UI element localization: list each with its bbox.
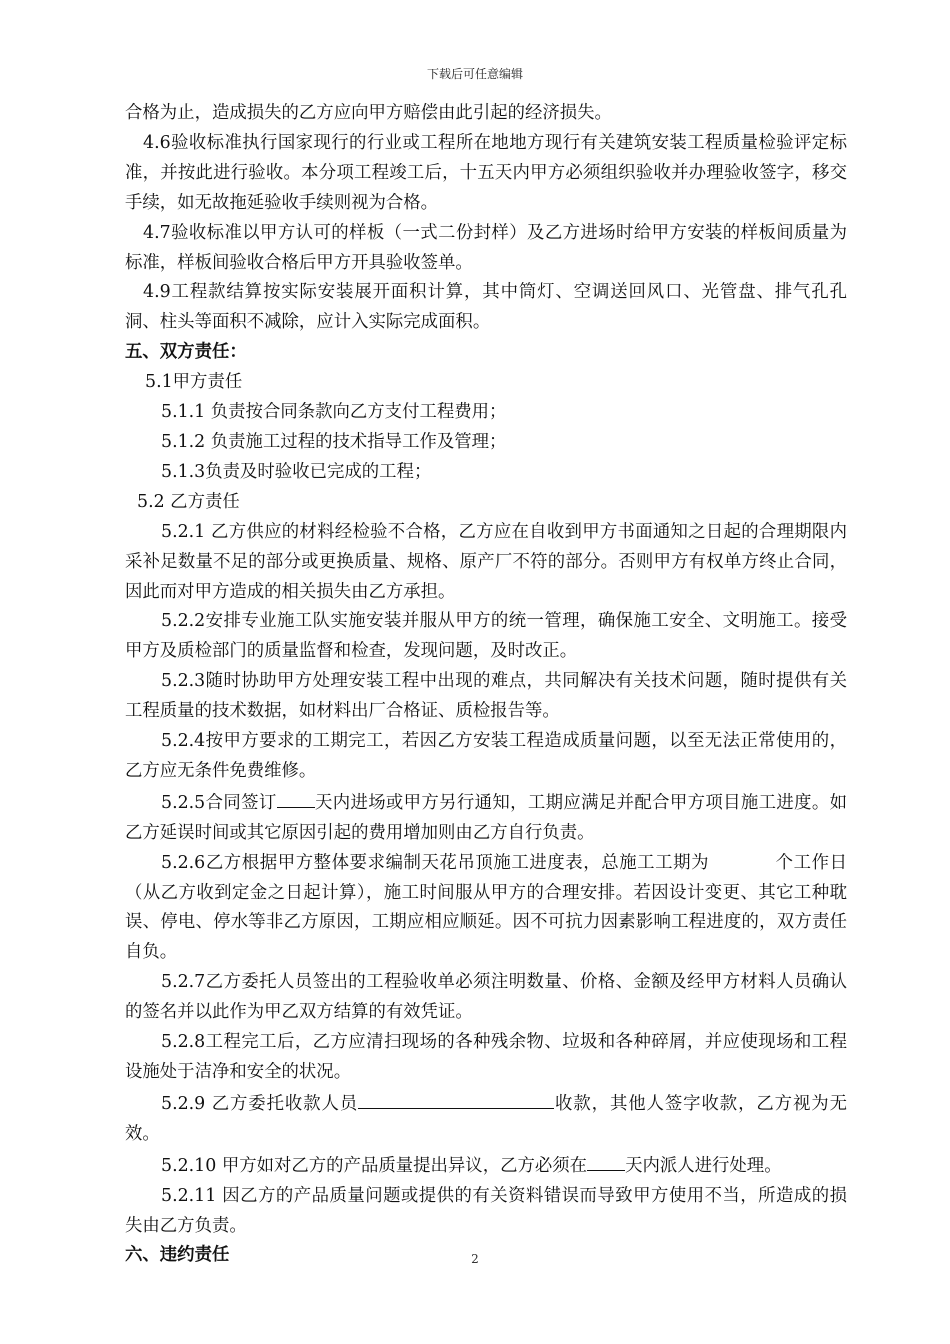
- clause-5-2-2: 5.2.2安排专业施工队实施安装并服从甲方的统一管理，确保施工安全、文明施工。接受甲方及质检部门的质量监督和检查，发现问题，及时改正。: [125, 611, 847, 662]
- clause-5-2-6-part-b: 个工作日（从乙方收到定金之日起计算），施工时间服从甲方的合理安排。若因设计变更、其它工种耽误、停电、停水等非乙方原因，工期应相应顺延。因不可抗力因素影响工程进度的，双方责任自负。: [125, 852, 847, 963]
- clause-4-6: 4.6验收标准执行国家现行的行业或工程所在地地方现行有关建筑安装工程质量检验评定标准，并按此进行验收。本分项工程竣工后，十五天内甲方必须组织验收并办理验收签字，移交手续，如无故拖延验收手续则视为合格。: [125, 132, 847, 213]
- clause-5-2-11: 5.2.11 因乙方的产品质量问题或提供的有关资料错误而导致甲方使用不当，所造成的损失由乙方负责。: [125, 1185, 847, 1236]
- clause-5-2-5-part-b: 天内进场或甲方另行通知，工期应满足并配合甲方项目施工进度。如乙方延误时间或其它原因引起的费用增加则由乙方自行负责。: [125, 792, 847, 843]
- blank-response-days-field: [587, 1150, 625, 1171]
- clause-5-2-3: 5.2.3随时协助甲方处理安装工程中出现的难点，共同解决有关技术问题，随时提供有关工程质量的技术数据，如材料出厂合格证、质检报告等。: [125, 671, 847, 722]
- paragraph-continuation: 合格为止，造成损失的乙方应向甲方赔偿由此引起的经济损失。: [125, 103, 612, 123]
- clause-5-2-6: [125, 849, 847, 969]
- section-heading-6: 六、违约责任: [125, 1245, 230, 1266]
- clause-5-1-2: 5.1.2 负责施工过程的技术指导工作及管理；: [161, 431, 507, 452]
- blank-payee-field: [358, 1088, 554, 1109]
- section-heading-5: 五、双方责任：: [125, 342, 247, 363]
- clause-5-2-10-part-a: 5.2.10 甲方如对乙方的产品质量提出异议，乙方必须在: [161, 1155, 588, 1176]
- clause-4-9: 4.9工程款结算按实际安装展开面积计算，其中筒灯、空调送回风口、光管盘、排气孔孔洞、柱头等面积不减除，应计入实际完成面积。: [125, 282, 847, 333]
- clause-5-2-8: 5.2.8工程完工后，乙方应清扫现场的各种残余物、垃圾和各种碎屑，并应使现场和工程设施处于洁净和安全的状况。: [125, 1032, 847, 1082]
- clause-5-1-1: 5.1.1 负责按合同条款向乙方支付工程费用；: [161, 402, 507, 423]
- page-number: 2: [471, 1252, 479, 1266]
- blank-days-field: [277, 787, 315, 808]
- clause-5-2-5-part-a: 5.2.5合同签订: [161, 792, 277, 813]
- clause-5-2-10-part-b: 天内派人进行处理。: [625, 1155, 782, 1176]
- clause-4-7: 4.7验收标准以甲方认可的样板（一式二份封样）及乙方进场时给甲方安装的样板间质量为标准，样板间验收合格后甲方开具验收签单。: [125, 222, 847, 273]
- clause-5-2-9-part-a: 5.2.9 乙方委托收款人员: [161, 1093, 359, 1114]
- document-body: [125, 99, 847, 1271]
- clause-5-1: 5.1甲方责任: [145, 372, 243, 393]
- clause-5-2-4: 5.2.4按甲方要求的工期完工，若因乙方安装工程造成质量问题，以至无法正常使用的，乙方应无条件免费维修。: [125, 731, 847, 781]
- clause-5-2-5: [125, 787, 847, 849]
- clause-5-2-9-part-b: 收款，其他人签字收款，乙方视为无效。: [125, 1093, 847, 1144]
- clause-5-2-9: [125, 1088, 847, 1150]
- clause-5-2-10: [125, 1150, 847, 1182]
- clause-5-2-1: 5.2.1 乙方供应的材料经检验不合格，乙方应在自收到甲方书面通知之日起的合理期限内采补足数量不足的部分或更换质量、规格、原产厂不符的部分。否则甲方有权单方终止合同，因此而对甲方造成的相关损失由乙方承担。: [125, 521, 847, 602]
- clause-5-2-7: 5.2.7乙方委托人员签出的工程验收单必须注明数量、价格、金额及经甲方材料人员确认的签名并以此作为甲乙双方结算的有效凭证。: [125, 972, 847, 1023]
- clause-5-2-6-part-a: 5.2.6乙方根据甲方整体要求编制天花吊顶施工进度表，总施工工期为: [161, 852, 710, 873]
- clause-5-1-3: 5.1.3负责及时验收已完成的工程；: [161, 461, 432, 482]
- page-header: 下载后可任意编辑: [426, 67, 523, 81]
- clause-5-2: 5.2 乙方责任: [137, 491, 240, 512]
